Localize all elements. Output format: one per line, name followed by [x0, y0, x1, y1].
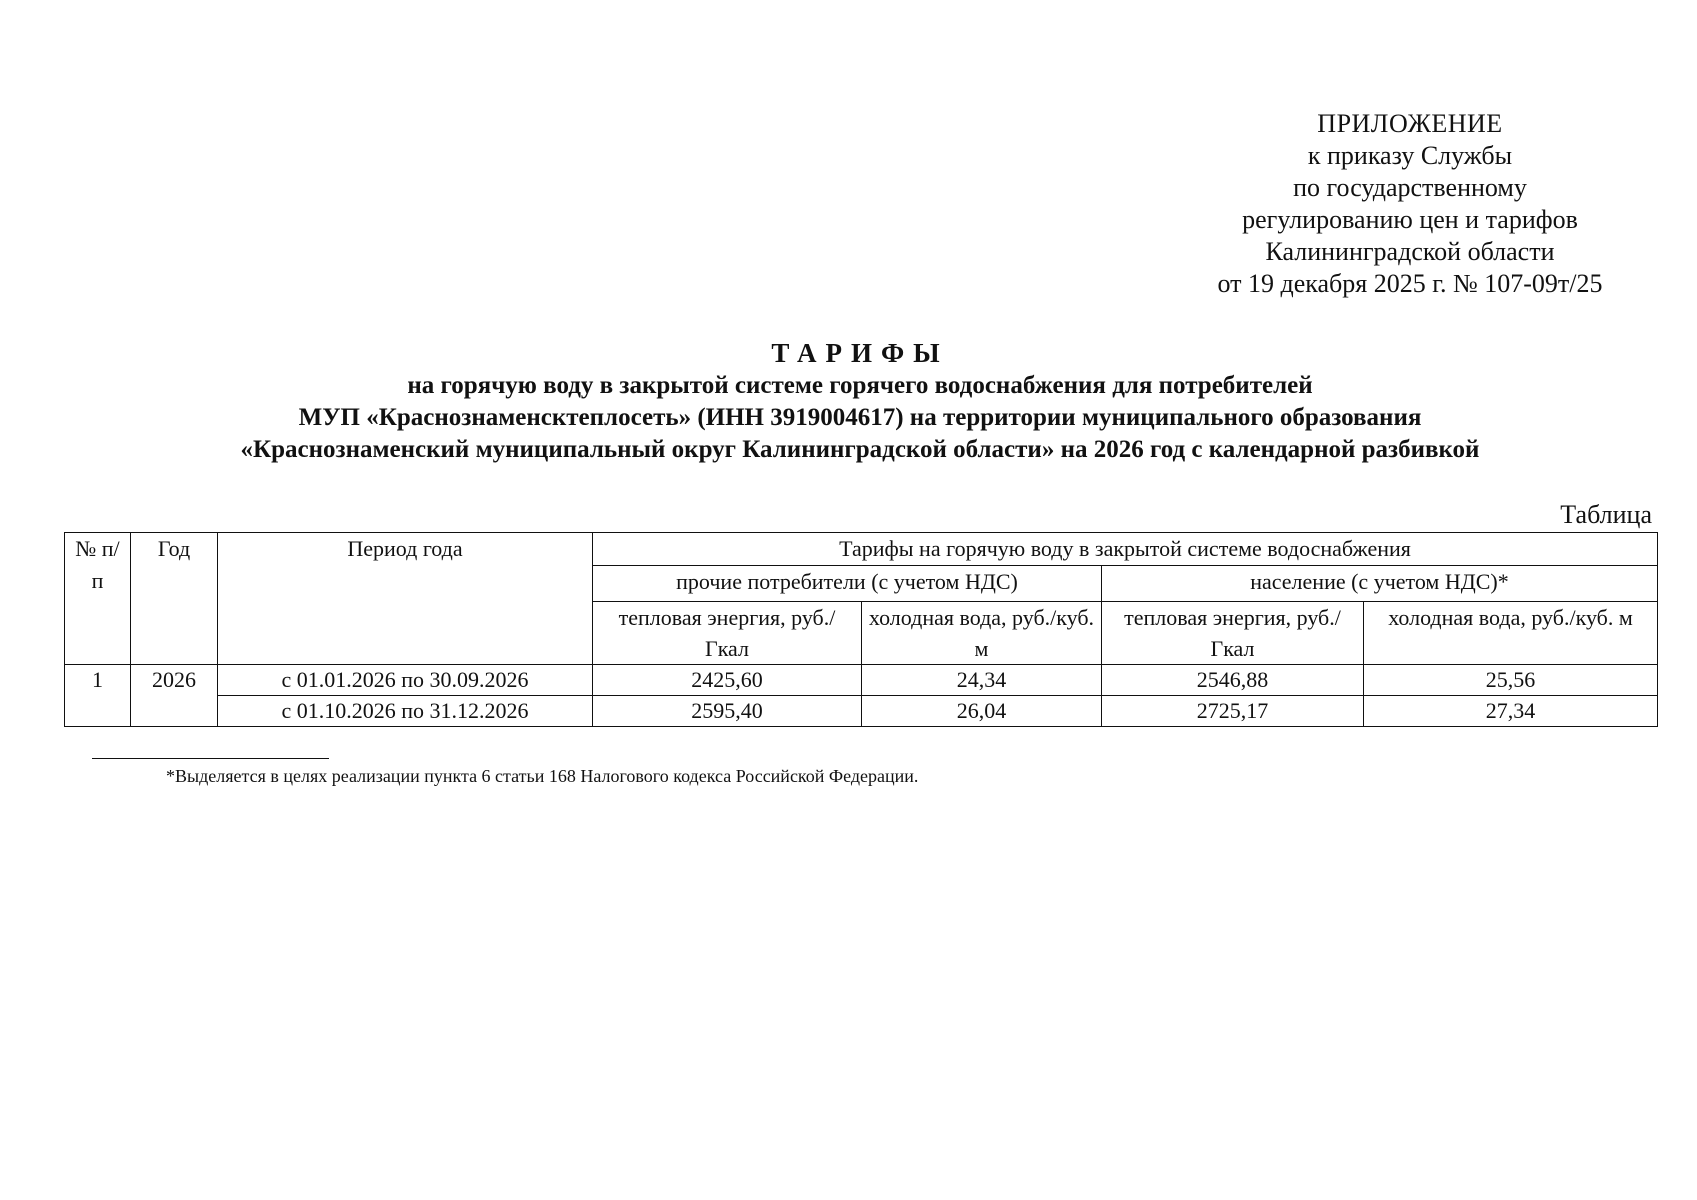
- heading-subtitle-line: МУП «Краснознаменсктеплосеть» (ИНН 3919004617) на территории муниципального образования: [298, 404, 1422, 431]
- page-title: ТАРИФЫ: [771, 338, 949, 368]
- population-heat-cell: 2546,88: [1102, 665, 1364, 696]
- header-population-heat-energy: тепловая энергия, руб./Гкал: [1102, 602, 1364, 665]
- header-tariffs: Тарифы на горячую воду в закрытой системе водоснабжения: [593, 533, 1658, 566]
- other-heat-cell: 2595,40: [593, 696, 862, 727]
- period-cell: с 01.10.2026 по 31.12.2026: [218, 696, 593, 727]
- population-heat-cell: 2725,17: [1102, 696, 1364, 727]
- heading-subtitle-line: на горячую воду в закрытой системе горячего водоснабжения для потребителей: [407, 372, 1313, 399]
- period-cell: с 01.01.2026 по 30.09.2026: [218, 665, 593, 696]
- footnote: *Выделяется в целях реализации пункта 6 статьи 168 Налогового кодекса Российской Федерации.: [166, 766, 919, 786]
- header-other-consumers: прочие потребители (с учетом НДС): [593, 566, 1102, 602]
- header-number: № п/п: [65, 533, 131, 665]
- population-cold-cell: 27,34: [1364, 696, 1658, 727]
- table-row: [65, 696, 1658, 727]
- appendix-line: к приказу Службы: [1307, 141, 1513, 170]
- table-row: [65, 665, 1658, 696]
- appendix-title: ПРИЛОЖЕНИЕ: [1317, 109, 1503, 138]
- table-caption: Таблица: [1560, 500, 1652, 529]
- appendix-line: регулированию цен и тарифов: [1242, 205, 1578, 234]
- footnote-divider: [92, 758, 329, 759]
- document-heading: [60, 336, 1660, 466]
- heading-subtitle-line: «Краснознаменский муниципальный округ Калининградской области» на 2026 год с календарной разбивкой: [240, 436, 1480, 463]
- row-number-cell: 1: [65, 665, 131, 727]
- tariffs-table: [64, 532, 1658, 727]
- header-other-cold-water: холодная вода, руб./куб. м: [862, 602, 1102, 665]
- header-other-heat-energy: тепловая энергия, руб./Гкал: [593, 602, 862, 665]
- header-population: население (с учетом НДС)*: [1102, 566, 1658, 602]
- appendix-header: [1150, 108, 1670, 300]
- other-cold-cell: 26,04: [862, 696, 1102, 727]
- header-year: Год: [131, 533, 218, 665]
- appendix-line: Калининградской области: [1265, 237, 1555, 266]
- year-cell: 2026: [131, 665, 218, 727]
- population-cold-cell: 25,56: [1364, 665, 1658, 696]
- other-heat-cell: 2425,60: [593, 665, 862, 696]
- appendix-line: по государственному: [1293, 173, 1527, 202]
- appendix-order-number: от 19 декабря 2025 г. № 107-09т/25: [1217, 269, 1603, 298]
- header-population-cold-water: холодная вода, руб./куб. м: [1364, 602, 1658, 665]
- header-period: Период года: [218, 533, 593, 665]
- other-cold-cell: 24,34: [862, 665, 1102, 696]
